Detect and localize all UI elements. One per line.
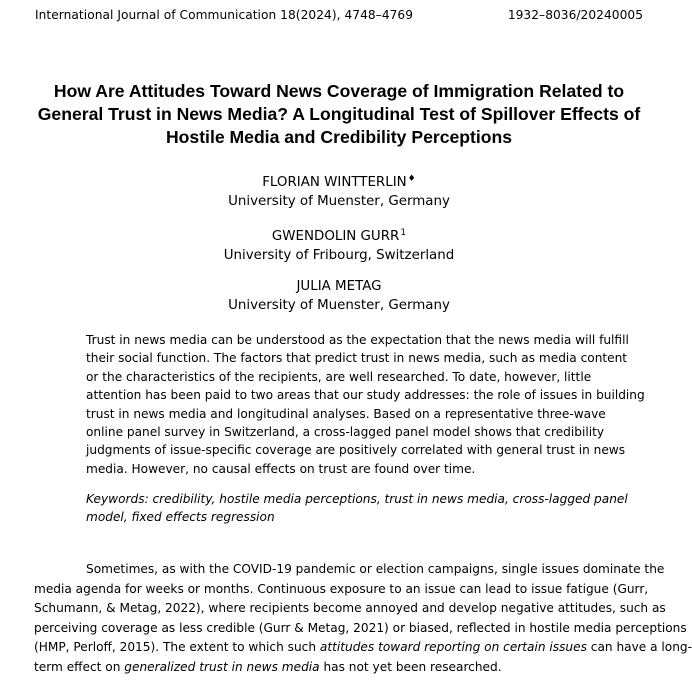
author-2 [0,224,678,265]
body-paragraph [34,560,692,677]
author-affiliation: University of Fribourg, Switzerland [223,248,455,263]
author-affiliation: University of Muenster, Germany [228,194,450,209]
author-name: GWENDOLIN GURR [271,229,400,244]
keywords-line: Keywords: credibility, hostile media perceptions, trust in news media, cross-lagged panel [86,492,628,506]
article-title [30,80,648,149]
body-text-run: can have a long- [586,640,692,654]
body-line: perceiving coverage as less credible (Gurr & Metag, 2021) or biased, reflected in hostile media perceptions [34,620,687,635]
abstract-line: trust in news media and longitudinal analyses. Based on a representative three-wave [86,406,606,421]
keywords [86,490,628,527]
abstract-line: online panel survey in Switzerland, a cross-lagged panel model shows that credibility [86,425,605,440]
journal-citation: International Journal of Communication 18(2024), 4748–4769 [35,8,414,22]
body-line [34,658,643,678]
body-text-run: (HMP, Perloff, 2015). The extent to which such [34,640,320,654]
body-text-run: term effect on [34,659,125,674]
body-text-run: has not yet been researched. [319,659,502,674]
running-header [35,8,643,22]
title-line: General Trust in News Media? A Longitudinal Test of Spillover Effects of [37,104,641,124]
abstract-line: attention has been paid to two areas that our study addresses: the role of issues in building [86,388,645,403]
author-1 [0,170,678,211]
body-line: media agenda for weeks or months. Continuous exposure to an issue can lead to issue fatigue (Gurr, [34,581,649,596]
issn: 1932–8036/20240005 [507,8,643,22]
abstract [86,331,645,478]
body-line [34,638,692,658]
abstract-line: Trust in news media can be understood as the expectation that the news media will fulfill [86,333,629,347]
emphasis-text: generalized trust in news media [124,659,320,674]
abstract-line: or the characteristics of the recipients, are well researched. To date, however, little [86,369,592,384]
title-line: How Are Attitudes Toward News Coverage of Immigration Related to [53,81,625,101]
author-name: FLORIAN WINTTERLIN [262,175,407,190]
body-line: Sometimes, as with the COVID-19 pandemic or election campaigns, single issues dominate the [86,562,665,576]
abstract-line: their social function. The factors that predict trust in news media, such as media content [86,351,628,366]
author-3 [0,278,678,315]
abstract-line: judgments of issue-specific coverage are positively correlated with general trust in news [86,443,626,458]
author-affiliation: University of Muenster, Germany [228,298,450,313]
author-name: JULIA METAG [296,279,382,294]
body-line: Schumann, & Metag, 2022), where recipients become annoyed and develop negative attitudes, such as [34,601,666,615]
title-line: Hostile Media and Credibility Perceptions [165,127,513,147]
emphasis-text: attitudes toward reporting on certain issues [319,640,587,654]
author-note-mark: 1 [400,228,407,238]
abstract-line: media. However, no causal effects on trust are found over time. [86,461,476,476]
author-note-mark: ♦ [407,174,416,184]
keywords-line: model, fixed effects regression [86,510,275,525]
